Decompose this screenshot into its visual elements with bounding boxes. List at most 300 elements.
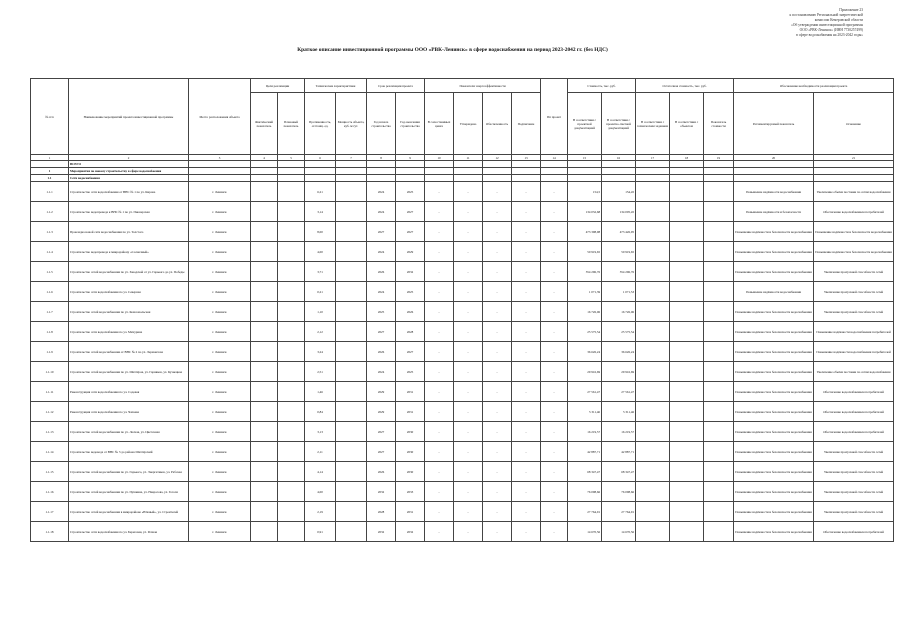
table-cell: -: [483, 402, 512, 422]
table-cell: [278, 342, 305, 362]
table-cell: [636, 242, 670, 262]
subheader: Год окончания строительства: [396, 93, 425, 155]
table-cell: -: [541, 502, 568, 522]
header-period: Срок реализации проекта: [367, 79, 425, 93]
table-cell: 2027: [367, 222, 396, 242]
table-cell: [704, 362, 734, 382]
header-location: Место расположения объекта: [189, 79, 251, 155]
subheader: Фактический показатель: [251, 93, 278, 155]
table-cell: -: [512, 442, 541, 462]
table-cell: 1.1.1: [31, 182, 69, 202]
header-tech: Технические характеристики: [305, 79, 367, 93]
subheader: Обеспеченность: [483, 93, 512, 155]
table-cell: [636, 322, 670, 342]
table-cell: [734, 175, 814, 182]
table-cell: [305, 175, 336, 182]
table-cell: 8,00: [305, 222, 336, 242]
table-cell: 4: [251, 155, 278, 161]
table-cell: 2024: [367, 202, 396, 222]
table-cell: 354 296,76: [602, 262, 636, 282]
table-cell: 1,46: [305, 382, 336, 402]
table-cell: Строительство сетей водоснабжения от ВНС № 2 по ул. Лермонтова: [69, 342, 189, 362]
table-cell: -: [425, 362, 454, 382]
table-cell: [31, 161, 69, 168]
table-cell: [336, 168, 367, 175]
table-cell: 1: [31, 155, 69, 161]
table-cell: Строительство сети водоснабжения по ул. Северная: [69, 282, 189, 302]
table-cell: -: [425, 342, 454, 362]
table-cell: [670, 502, 704, 522]
table-cell: -: [512, 322, 541, 342]
table-cell: 1.1.10: [31, 362, 69, 382]
table-cell: [278, 442, 305, 462]
table-cell: 25 575,54: [602, 322, 636, 342]
table-cell: -: [425, 522, 454, 542]
table-cell: [568, 161, 602, 168]
table-cell: 14 670,56: [602, 522, 636, 542]
table-cell: -: [541, 402, 568, 422]
table-cell: -: [425, 222, 454, 242]
table-cell: 2026: [367, 342, 396, 362]
table-cell: [670, 175, 704, 182]
table-cell: 2032: [367, 482, 396, 502]
table-cell: г. Ленинск: [189, 422, 251, 442]
table-cell: [251, 442, 278, 462]
table-cell: -: [483, 522, 512, 542]
table-cell: -: [512, 302, 541, 322]
table-row: [31, 362, 894, 382]
table-cell: Увеличение пропускной способности сетей: [814, 282, 894, 302]
table-cell: -: [425, 262, 454, 282]
table-cell: 4,14: [305, 462, 336, 482]
table-cell: [512, 175, 541, 182]
table-cell: [704, 175, 734, 182]
table-cell: г. Ленинск: [189, 462, 251, 482]
table-cell: 17: [636, 155, 670, 161]
table-row: [31, 522, 894, 542]
table-cell: Прокладка новой сети водоснабжения по ул. Толстого: [69, 222, 189, 242]
table-cell: 20: [734, 155, 814, 161]
section-row: [31, 175, 894, 182]
table-cell: 1.1.8: [31, 322, 69, 342]
table-cell: 3,14: [305, 202, 336, 222]
table-cell: -: [425, 282, 454, 302]
table-cell: 1.1.15: [31, 462, 69, 482]
table-cell: -: [483, 362, 512, 382]
table-cell: -: [483, 322, 512, 342]
table-cell: Строительство сети водоснабжения от ВНС № 1 по ул. Кирова: [69, 182, 189, 202]
table-cell: [278, 422, 305, 442]
table-cell: 50 919,65: [568, 242, 602, 262]
subheader: В соответствии с проектно-сметной документацией: [602, 93, 636, 155]
table-cell: [814, 161, 894, 168]
table-cell: -: [454, 442, 483, 462]
table-cell: -: [512, 402, 541, 422]
table-cell: -: [541, 182, 568, 202]
table-cell: 50 919,65: [602, 242, 636, 262]
table-cell: 1.1.4: [31, 242, 69, 262]
table-cell: Увеличение пропускной способности сетей: [814, 442, 894, 462]
table-cell: 21: [814, 155, 894, 161]
table-cell: 2026: [367, 462, 396, 482]
table-cell: 68 347,47: [568, 462, 602, 482]
table-cell: -: [454, 322, 483, 342]
subheader: В соответствии с техническим заданием: [636, 93, 670, 155]
table-cell: [336, 262, 367, 282]
table-cell: 2033: [396, 482, 425, 502]
table-cell: 2027: [396, 222, 425, 242]
table-cell: -: [483, 342, 512, 362]
table-cell: [251, 282, 278, 302]
table-cell: Строительство сетей водоснабжения по ул. Лесная, ул. Цветочная: [69, 422, 189, 442]
table-cell: -: [425, 462, 454, 482]
table-cell: [251, 362, 278, 382]
table-cell: [704, 242, 734, 262]
table-cell: 6,21: [305, 182, 336, 202]
table-cell: -: [541, 382, 568, 402]
table-cell: [189, 168, 251, 175]
section-row: [31, 161, 894, 168]
table-cell: [278, 302, 305, 322]
table-cell: [251, 502, 278, 522]
table-cell: [251, 202, 278, 222]
table-cell: Повышение надёжности и безопасности водоснабжения: [734, 402, 814, 422]
table-cell: Строительство сетей водоснабжения по ул. Комсомольская: [69, 302, 189, 322]
subheader: В соответствии с объектом: [670, 93, 704, 155]
table-cell: Увеличение пропускной способности сетей: [814, 462, 894, 482]
table-cell: [636, 502, 670, 522]
table-cell: Строительство сети водоснабжения по ул. Береговая, ул. Речная: [69, 522, 189, 542]
table-cell: 1.1.13: [31, 422, 69, 442]
header-finance: Остаточная стоимость, тыс. руб.: [636, 79, 734, 93]
table-cell: Повышение надёжности и безопасности водоснабжения: [734, 302, 814, 322]
table-cell: -: [483, 202, 512, 222]
table-cell: [251, 482, 278, 502]
table-cell: Повышение надёжности водоснабжения потребителей: [814, 342, 894, 362]
subheader: Подписание: [512, 93, 541, 155]
table-cell: [670, 242, 704, 262]
table-cell: [636, 402, 670, 422]
table-cell: 14: [541, 155, 568, 161]
table-cell: -: [454, 302, 483, 322]
table-cell: [251, 161, 278, 168]
header-name: Наименование мероприятий проекта инвестиционной программы: [69, 79, 189, 155]
table-cell: -: [454, 362, 483, 382]
appendix-note: [663, 8, 863, 39]
table-cell: [483, 161, 512, 168]
table-cell: 9: [396, 155, 425, 161]
table-cell: 1: [31, 168, 69, 175]
table-cell: Увеличение пропускной способности сетей: [814, 262, 894, 282]
table-cell: Повышение надёжности и безопасности водоснабжения: [734, 442, 814, 462]
table-cell: Повышение надёжности и безопасности водоснабжения: [734, 242, 814, 262]
table-cell: [251, 422, 278, 442]
table-cell: Повышение надёжности и безопасности водоснабжения: [734, 262, 814, 282]
table-cell: -: [425, 482, 454, 502]
table-cell: [636, 168, 670, 175]
table-cell: [704, 322, 734, 342]
table-cell: [278, 382, 305, 402]
table-cell: [336, 175, 367, 182]
table-cell: 2,19: [305, 502, 336, 522]
table-cell: 1,10: [305, 302, 336, 322]
table-cell: [670, 222, 704, 242]
table-cell: 3,71: [305, 262, 336, 282]
table-cell: [704, 161, 734, 168]
table-row: [31, 302, 894, 322]
header-cost: Стоимость, тыс. руб.: [568, 79, 636, 93]
table-cell: [251, 322, 278, 342]
table-cell: 2026: [396, 302, 425, 322]
table-cell: [541, 161, 568, 168]
table-cell: [670, 302, 704, 322]
table-cell: -: [454, 222, 483, 242]
table-cell: 16 219,57: [602, 422, 636, 442]
subheader: Утверждено: [454, 93, 483, 155]
header-energy: Показатели энергоэффективности: [425, 79, 541, 93]
table-cell: Строительство сетей водоснабжения по ул. Шахтёров, ул. Горняков, ул. Кузнецкая: [69, 362, 189, 382]
table-cell: 2032: [396, 262, 425, 282]
table-cell: [704, 342, 734, 362]
table-cell: Повышение надёжности и безопасности водоснабжения: [734, 362, 814, 382]
table-cell: [568, 175, 602, 182]
table-cell: -: [541, 342, 568, 362]
table-cell: [336, 322, 367, 342]
table-cell: Увеличение объёма поставки по сетям водоснабжения: [814, 362, 894, 382]
table-cell: 1.1.16: [31, 482, 69, 502]
table-cell: -: [454, 282, 483, 302]
table-cell: [670, 422, 704, 442]
table-cell: 473 426,95: [602, 222, 636, 242]
table-row: [31, 202, 894, 222]
table-cell: г. Ленинск: [189, 242, 251, 262]
table-cell: Строительство сетей водоснабжения в микрорайоне «Южный», ул. Строителей: [69, 502, 189, 522]
table-cell: -: [454, 482, 483, 502]
table-cell: -: [425, 182, 454, 202]
table-cell: -: [541, 462, 568, 482]
table-cell: 3: [189, 155, 251, 161]
table-cell: [704, 422, 734, 442]
table-cell: [636, 182, 670, 202]
appendix-line: к постановлению Региональной энергетической: [789, 13, 863, 18]
table-cell: -: [512, 202, 541, 222]
table-cell: [602, 161, 636, 168]
table-cell: -: [425, 202, 454, 222]
table-cell: [704, 302, 734, 322]
table-cell: -: [454, 342, 483, 362]
table-cell: -: [541, 262, 568, 282]
table-row: [31, 322, 894, 342]
table-cell: 1.1.3: [31, 222, 69, 242]
table-cell: -: [483, 242, 512, 262]
table-cell: 473 398,98: [568, 222, 602, 242]
table-cell: [734, 161, 814, 168]
table-cell: 2,51: [305, 362, 336, 382]
table-cell: [670, 202, 704, 222]
table-cell: 1 071,53: [602, 282, 636, 302]
table-cell: -: [454, 262, 483, 282]
table-cell: 2031: [396, 402, 425, 422]
table-cell: [636, 175, 670, 182]
table-cell: [636, 382, 670, 402]
table-cell: г. Ленинск: [189, 502, 251, 522]
table-cell: 2027: [367, 422, 396, 442]
table-cell: -: [541, 202, 568, 222]
table-cell: -: [425, 242, 454, 262]
table-cell: [541, 175, 568, 182]
table-cell: -: [425, 422, 454, 442]
table-cell: 4,00: [305, 482, 336, 502]
table-cell: 2030: [396, 422, 425, 442]
table-cell: 1.1.7: [31, 302, 69, 322]
table-cell: 154,45: [602, 182, 636, 202]
table-cell: [396, 168, 425, 175]
table-cell: [734, 168, 814, 175]
table-cell: Увеличение пропускной способности сетей: [814, 482, 894, 502]
table-cell: [336, 161, 367, 168]
table-cell: [336, 362, 367, 382]
table-cell: -: [483, 262, 512, 282]
table-cell: ВСЕГО: [69, 161, 189, 168]
table-cell: 11: [454, 155, 483, 161]
table-cell: [602, 168, 636, 175]
table-cell: [670, 522, 704, 542]
table-cell: Повышение надёжности водоснабжения потребителей: [814, 322, 894, 342]
table-cell: -: [541, 302, 568, 322]
table-cell: [704, 502, 734, 522]
header-purpose: Цели реализации: [251, 79, 305, 93]
table-cell: Реконструкция сети водоснабжения по ул. Садовая: [69, 382, 189, 402]
table-cell: 354 296,76: [568, 262, 602, 282]
table-row: [31, 442, 894, 462]
table-cell: [336, 442, 367, 462]
table-cell: г. Ленинск: [189, 222, 251, 242]
table-cell: 1.1.6: [31, 282, 69, 302]
table-cell: [336, 402, 367, 422]
table-cell: 2024: [367, 282, 396, 302]
table-cell: Строительство сетей водоснабжения по ул. Заводской от ул. Горького до ул. Победы: [69, 262, 189, 282]
table-cell: 2029: [367, 402, 396, 422]
table-row: [31, 282, 894, 302]
table-cell: Повышение надёжности и безопасности водоснабжения: [734, 382, 814, 402]
table-cell: [602, 175, 636, 182]
table-cell: [367, 168, 396, 175]
table-row: [31, 242, 894, 262]
table-cell: [278, 362, 305, 382]
table-cell: 18: [670, 155, 704, 161]
appendix-line: ООО «РВК-Ленинск» (ИНН 7730257499): [799, 28, 863, 33]
table-cell: Повышение надёжности и безопасности водоснабжения: [734, 522, 814, 542]
table-cell: [568, 168, 602, 175]
table-cell: Повышение надёжности и безопасности: [734, 202, 814, 222]
table-cell: 1.1.12: [31, 402, 69, 422]
table-cell: [251, 182, 278, 202]
table-cell: [670, 482, 704, 502]
subheader: Показатель стоимости: [704, 93, 734, 155]
table-cell: [278, 282, 305, 302]
table-cell: 10: [425, 155, 454, 161]
section-row: [31, 168, 894, 175]
table-cell: [251, 462, 278, 482]
appendix-line: комиссии Кемеровской области: [814, 18, 863, 23]
table-cell: [396, 161, 425, 168]
table-cell: 134 032,68: [568, 202, 602, 222]
table-cell: -: [483, 422, 512, 442]
table-cell: -: [425, 402, 454, 422]
table-cell: [636, 442, 670, 462]
table-cell: 3,24: [305, 342, 336, 362]
subheader: В соответствии с проектной документацией: [568, 93, 602, 155]
table-cell: [670, 342, 704, 362]
table-cell: Мероприятия по новому строительству в сфере водоснабжения: [69, 168, 189, 175]
table-cell: 25 575,54: [568, 322, 602, 342]
table-cell: Повышение надёжности водоснабжения: [734, 282, 814, 302]
table-cell: [336, 282, 367, 302]
table-cell: -: [512, 482, 541, 502]
table-cell: [251, 168, 278, 175]
table-cell: Обеспечение водоснабжением потребителей: [814, 382, 894, 402]
table-cell: -: [483, 182, 512, 202]
table-cell: -: [454, 202, 483, 222]
subheader: Основание: [814, 93, 894, 155]
investment-table: [30, 78, 894, 542]
table-cell: [251, 242, 278, 262]
table-cell: 36 626,24: [602, 342, 636, 362]
table-cell: 2032: [396, 522, 425, 542]
table-cell: [251, 222, 278, 242]
table-cell: 0,21: [305, 282, 336, 302]
table-cell: [814, 175, 894, 182]
table-cell: Повышение надёжности и безопасности водоснабжения: [734, 222, 814, 242]
table-cell: [336, 422, 367, 442]
table-cell: 2027: [367, 322, 396, 342]
table-row: [31, 182, 894, 202]
table-cell: 1.1.11: [31, 382, 69, 402]
table-cell: Повышение надёжности и безопасности водоснабжения: [734, 422, 814, 442]
table-cell: 42 887,71: [568, 442, 602, 462]
table-cell: 29 916,69: [568, 362, 602, 382]
table-cell: [704, 482, 734, 502]
table-cell: 2030: [396, 462, 425, 482]
table-cell: [704, 522, 734, 542]
table-cell: [251, 522, 278, 542]
table-cell: 1.1.18: [31, 522, 69, 542]
table-cell: 6: [305, 155, 336, 161]
table-cell: [670, 442, 704, 462]
table-row: [31, 222, 894, 242]
table-cell: -: [454, 522, 483, 542]
table-cell: [278, 262, 305, 282]
table-cell: 42 887,71: [602, 442, 636, 462]
table-cell: [670, 161, 704, 168]
table-cell: г. Ленинск: [189, 202, 251, 222]
table-cell: [336, 302, 367, 322]
appendix-line: в сфере водоснабжения на 2023-2042 годы»: [796, 33, 863, 38]
table-cell: 27 764,91: [602, 502, 636, 522]
table-cell: [336, 382, 367, 402]
table-row: [31, 502, 894, 522]
table-cell: [636, 161, 670, 168]
table-cell: Обеспечение водоснабжением потребителей: [814, 522, 894, 542]
table-cell: -: [454, 422, 483, 442]
table-cell: -: [512, 262, 541, 282]
table-cell: Увеличение пропускной способности сетей: [814, 502, 894, 522]
table-cell: г. Ленинск: [189, 302, 251, 322]
table-cell: Повышение надёжности и безопасности водоснабжения: [814, 242, 894, 262]
table-cell: -: [425, 302, 454, 322]
table-cell: [278, 522, 305, 542]
table-cell: -: [512, 502, 541, 522]
